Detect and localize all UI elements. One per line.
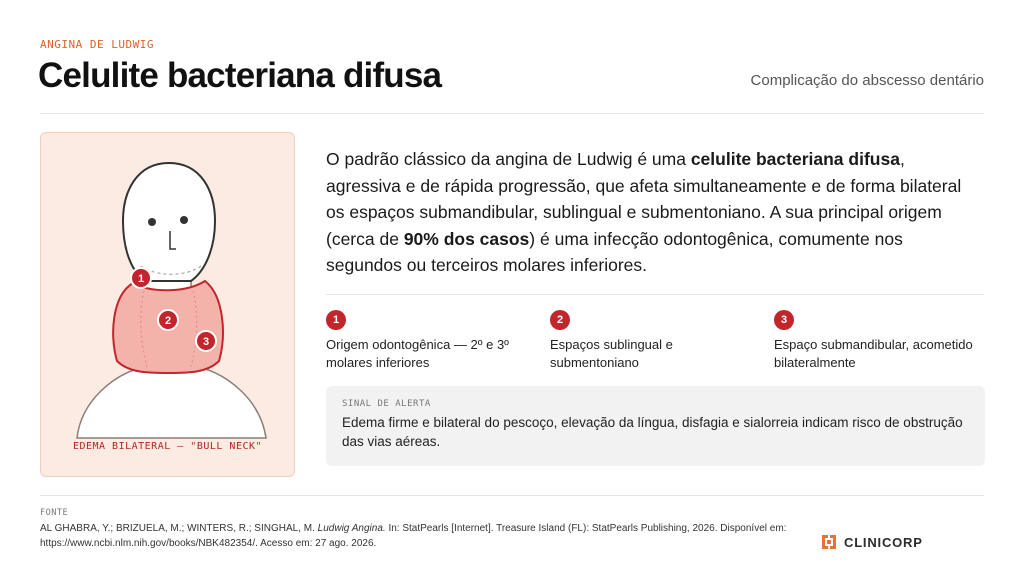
brand-name: CLINICORP (844, 534, 923, 550)
neck-illustration-card (40, 132, 295, 477)
section-divider (326, 294, 984, 295)
point-badge-3: 3 (774, 310, 794, 330)
marker-3: 3 (202, 336, 210, 348)
source-label: FONTE (40, 508, 69, 518)
figure-caption: EDEMA BILATERAL — "BULL NECK" (72, 441, 263, 452)
alert-label: SINAL DE ALERTA (342, 399, 431, 409)
alert-box (326, 386, 985, 466)
alert-text: Edema firme e bilateral do pescoço, elevação da língua, disfagia e sialorreia indicam risco de obstrução das vias aéreas. (342, 415, 963, 449)
citation-details: In: StatPearls [Internet]. Treasure Island (FL): StatPearls Publishing, 2026. Disponível em: https://www.ncbi.nlm.nih.gov/books/NBK482354/. Acesso em: 27 ago. 2026. (40, 523, 787, 549)
point-badge-2: 2 (550, 310, 570, 330)
page-title: Celulite bacteriana difusa (38, 56, 442, 95)
shoulders-shape (77, 365, 266, 438)
intro-paragraph (326, 146, 966, 279)
header-divider (40, 113, 984, 114)
marker-1: 1 (137, 273, 145, 285)
citation-title: Ludwig Angina. (317, 523, 386, 534)
intro-emphasis-2: 90% dos casos (403, 228, 530, 249)
eye-left-icon (148, 218, 156, 226)
footer-divider (40, 495, 984, 496)
intro-text-1: O padrão clássico da angina de Ludwig é uma (326, 149, 691, 169)
brand-mark-icon (820, 533, 838, 551)
marker-2: 2 (164, 315, 172, 327)
point-item-3 (774, 310, 974, 372)
intro-text-3: ) é uma infecção odontogênica, comumente nos segundos ou terceiros molares inferiores. (326, 228, 903, 275)
head-shape (123, 163, 215, 281)
point-text-2: Espaços sublingual e submentoniano (550, 337, 673, 370)
source-citation (40, 522, 800, 551)
brand-logo (820, 533, 923, 551)
point-text-3: Espaço submandibular, acometido bilateralmente (774, 337, 973, 370)
page-subtitle: Complicação do abscesso dentário (750, 72, 984, 89)
intro-text-2: , agressiva e de rápida progressão, que afeta simultaneamente e de forma bilateral os espaços submandibular, sublingual e submentoniano. A sua principal origem (cerca de (326, 149, 962, 249)
point-badge-1: 1 (326, 310, 346, 330)
eye-right-icon (180, 216, 188, 224)
point-item-1 (326, 310, 526, 372)
point-item-2 (550, 310, 750, 372)
intro-emphasis-1: celulite bacteriana difusa (690, 149, 900, 169)
neck-illustration (41, 133, 295, 477)
point-text-1: Origem odontogênica — 2º e 3º molares inferiores (326, 337, 509, 370)
citation-authors: AL GHABRA, Y.; BRIZUELA, M.; WINTERS, R.; SINGHAL, M. (40, 523, 318, 534)
eyebrow-label: ANGINA DE LUDWIG (40, 38, 154, 51)
